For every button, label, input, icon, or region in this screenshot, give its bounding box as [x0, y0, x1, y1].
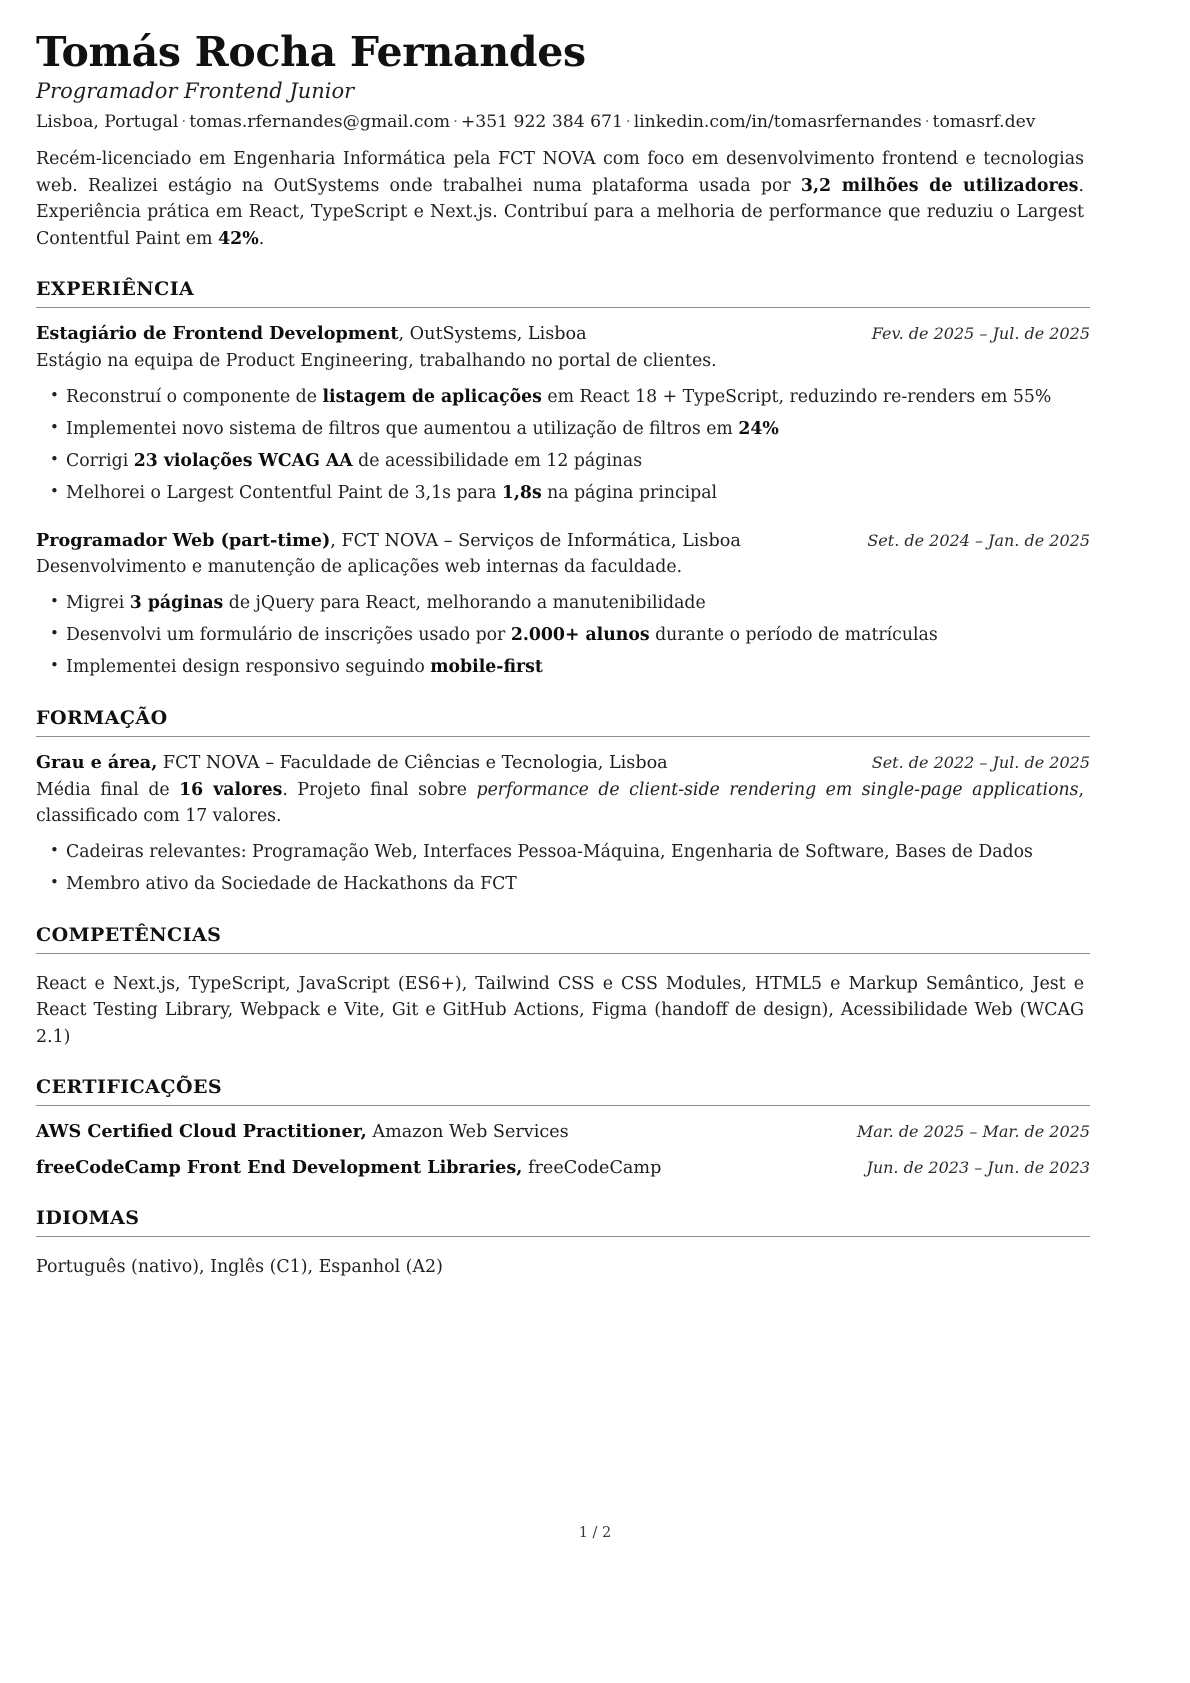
summary-text-part-3: . — [258, 228, 265, 249]
contact-separator-icon: · — [181, 112, 187, 131]
certification-issuer: Amazon Web Services — [366, 1122, 569, 1143]
experience-role: Estagiário de Frontend Development — [36, 323, 399, 345]
list-item — [36, 417, 1090, 443]
bullet-text-pre: Membro ativo da Sociedade de Hackathons da FCT — [66, 873, 517, 894]
section-title-skills: COMPETÊNCIAS — [36, 923, 222, 946]
page-indicator: 1 / 2 — [578, 1525, 612, 1541]
section-divider — [36, 953, 1090, 954]
certification-title: AWS Certified Cloud Practitioner, — [36, 1121, 367, 1143]
education-desc-pre: Média final de — [36, 779, 180, 800]
bullet-text-bold: 3 páginas — [129, 593, 224, 614]
summary-paragraph — [36, 146, 1084, 252]
education-thesis-title: performance de client-side rendering em single-page applications — [476, 779, 1079, 800]
experience-description: Estágio na equipa de Product Engineering, trabalhando no portal de clientes. — [36, 350, 717, 371]
list-item — [36, 481, 1090, 507]
bullet-text-pre: Melhorei o Largest Contentful Paint de 3,1s para — [66, 482, 502, 503]
candidate-headline: Programador Frontend Junior — [36, 78, 355, 103]
section-title-languages: IDIOMAS — [36, 1206, 140, 1229]
education-entry-header — [36, 751, 1090, 776]
certification-date-range: Mar. de 2025 – Mar. de 2025 — [856, 1122, 1090, 1142]
list-item — [36, 385, 1090, 411]
experience-organization: , FCT NOVA – Serviços de Informática, Lisboa — [330, 530, 741, 551]
list-item — [36, 623, 1090, 649]
section-divider — [36, 307, 1090, 308]
contact-website[interactable]: tomasrf.dev — [932, 112, 1036, 133]
certification-issuer: freeCodeCamp — [522, 1158, 662, 1179]
bullet-text-bold: 24% — [738, 418, 779, 439]
bullet-text-bold: 2.000+ alunos — [510, 625, 650, 646]
contact-separator-icon: · — [625, 112, 631, 131]
certification-row — [36, 1156, 1090, 1181]
education-desc-post: , classificado com 17 valores. — [36, 779, 1084, 826]
bullet-text-pre: Implementei novo sistema de filtros que aumentou a utilização de filtros em — [66, 418, 739, 439]
bullet-text-bold: mobile-first — [430, 657, 543, 678]
certification-name — [36, 1120, 569, 1145]
bullet-text-bold: listagem de aplicações — [322, 386, 542, 407]
bullet-text-post: durante o período de matrículas — [649, 625, 938, 646]
contact-location: Lisboa, Portugal — [36, 112, 179, 133]
experience-organization: , OutSystems, Lisboa — [398, 324, 587, 345]
list-item — [36, 872, 1090, 898]
certification-row — [36, 1120, 1090, 1145]
experience-entry-header — [36, 322, 1090, 347]
section-divider — [36, 1236, 1090, 1237]
education-degree: Grau e área, — [36, 752, 158, 774]
list-item — [36, 655, 1090, 681]
section-skills — [36, 924, 1090, 1051]
list-item — [36, 449, 1090, 475]
experience-entry-title — [36, 322, 856, 347]
summary-highlight-users: 3,2 milhões de utilizadores — [800, 175, 1079, 196]
bullet-text-bold: 1,8s — [501, 482, 542, 503]
contact-email[interactable]: tomas.rfernandes@gmail.com — [189, 112, 451, 133]
education-description — [36, 778, 1084, 830]
experience-bullet-list — [36, 591, 1090, 681]
education-bullet-list — [36, 840, 1090, 898]
skills-text: React e Next.js, TypeScript, JavaScript (ES6+), Tailwind CSS e CSS Modules, HTML5 e Markup Semântico, Jest e React Testing Library, Webpack e Vite, Git e GitHub Actions, Figma (handoff de design), Acessibilidade Web (WCAG 2.1) — [36, 974, 1084, 1047]
languages-text: Português (nativo), Inglês (C1), Espanhol (A2) — [36, 1257, 443, 1278]
experience-bullet-list — [36, 385, 1090, 507]
bullet-text-pre: Implementei design responsivo seguindo — [66, 657, 431, 678]
bullet-text-pre: Desenvolvi um formulário de inscrições usado por — [66, 625, 511, 646]
summary-text-part-1: Recém-licenciado em Engenharia Informática pela FCT NOVA com foco em desenvolvimento frontend e tecnologias web. Realizei estágio na OutSystems onde trabalhei numa plataforma usada por — [36, 149, 1084, 196]
section-languages — [36, 1207, 1090, 1281]
education-entry-title — [36, 751, 856, 776]
bullet-text-pre: Corrigi — [66, 450, 134, 471]
list-item — [36, 591, 1090, 617]
section-title-experience: EXPERIÊNCIA — [36, 278, 195, 301]
experience-entry — [36, 322, 1090, 506]
summary-highlight-lcp: 42% — [218, 228, 259, 249]
bullet-text-post: de acessibilidade em 12 páginas — [352, 450, 643, 471]
experience-entry-title — [36, 529, 851, 554]
section-title-certifications: CERTIFICAÇÕES — [36, 1076, 223, 1099]
bullet-text-pre: Reconstruí o componente de — [66, 386, 323, 407]
certification-title: freeCodeCamp Front End Development Libraries, — [36, 1157, 523, 1179]
certification-name — [36, 1156, 661, 1181]
experience-date-range: Set. de 2024 – Jan. de 2025 — [867, 530, 1090, 550]
section-title-education: FORMAÇÃO — [36, 707, 168, 730]
contact-linkedin[interactable]: linkedin.com/in/tomasrfernandes — [633, 112, 922, 133]
experience-entry-header — [36, 529, 1090, 554]
page-footer — [0, 1525, 1190, 1541]
bullet-text-pre: Migrei — [66, 593, 130, 614]
contact-phone[interactable]: +351 922 384 671 — [460, 112, 623, 133]
bullet-text-post: em React 18 + TypeScript, reduzindo re-renders em 55% — [541, 386, 1052, 407]
resume-header — [36, 30, 1090, 134]
bullet-text-post: de jQuery para React, melhorando a manutenibilidade — [223, 593, 706, 614]
education-desc-mid: . Projeto final sobre — [282, 779, 477, 800]
bullet-text-bold: 23 violações WCAG AA — [133, 450, 353, 471]
contact-line — [36, 111, 1090, 134]
summary-text-part-2: . Experiência prática em React, TypeScript e Next.js. Contribuí para a melhoria de performance que reduziu o Largest Contentful Paint em — [36, 175, 1084, 249]
education-entry — [36, 751, 1090, 898]
experience-date-range: Fev. de 2025 – Jul. de 2025 — [871, 324, 1090, 344]
contact-separator-icon: · — [924, 112, 930, 131]
education-grade: 16 valores — [179, 779, 283, 800]
experience-role: Programador Web (part-time) — [36, 529, 331, 551]
experience-entry — [36, 529, 1090, 682]
education-date-range: Set. de 2022 – Jul. de 2025 — [871, 753, 1090, 773]
education-institution: FCT NOVA – Faculdade de Ciências e Tecnologia, Lisboa — [157, 753, 668, 774]
contact-separator-icon: · — [453, 112, 458, 131]
list-item — [36, 840, 1090, 866]
certification-date-range: Jun. de 2023 – Jun. de 2023 — [866, 1158, 1090, 1178]
bullet-text-pre: Cadeiras relevantes: Programação Web, Interfaces Pessoa-Máquina, Engenharia de Software, Bases de Dados — [66, 841, 1033, 862]
section-certifications — [36, 1076, 1090, 1181]
section-experience — [36, 278, 1090, 681]
section-education — [36, 707, 1090, 898]
section-divider — [36, 1105, 1090, 1106]
bullet-text-post: na página principal — [541, 482, 718, 503]
experience-description: Desenvolvimento e manutenção de aplicações web internas da faculdade. — [36, 557, 683, 578]
candidate-name: Tomás Rocha Fernandes — [36, 28, 586, 76]
section-divider — [36, 736, 1090, 737]
